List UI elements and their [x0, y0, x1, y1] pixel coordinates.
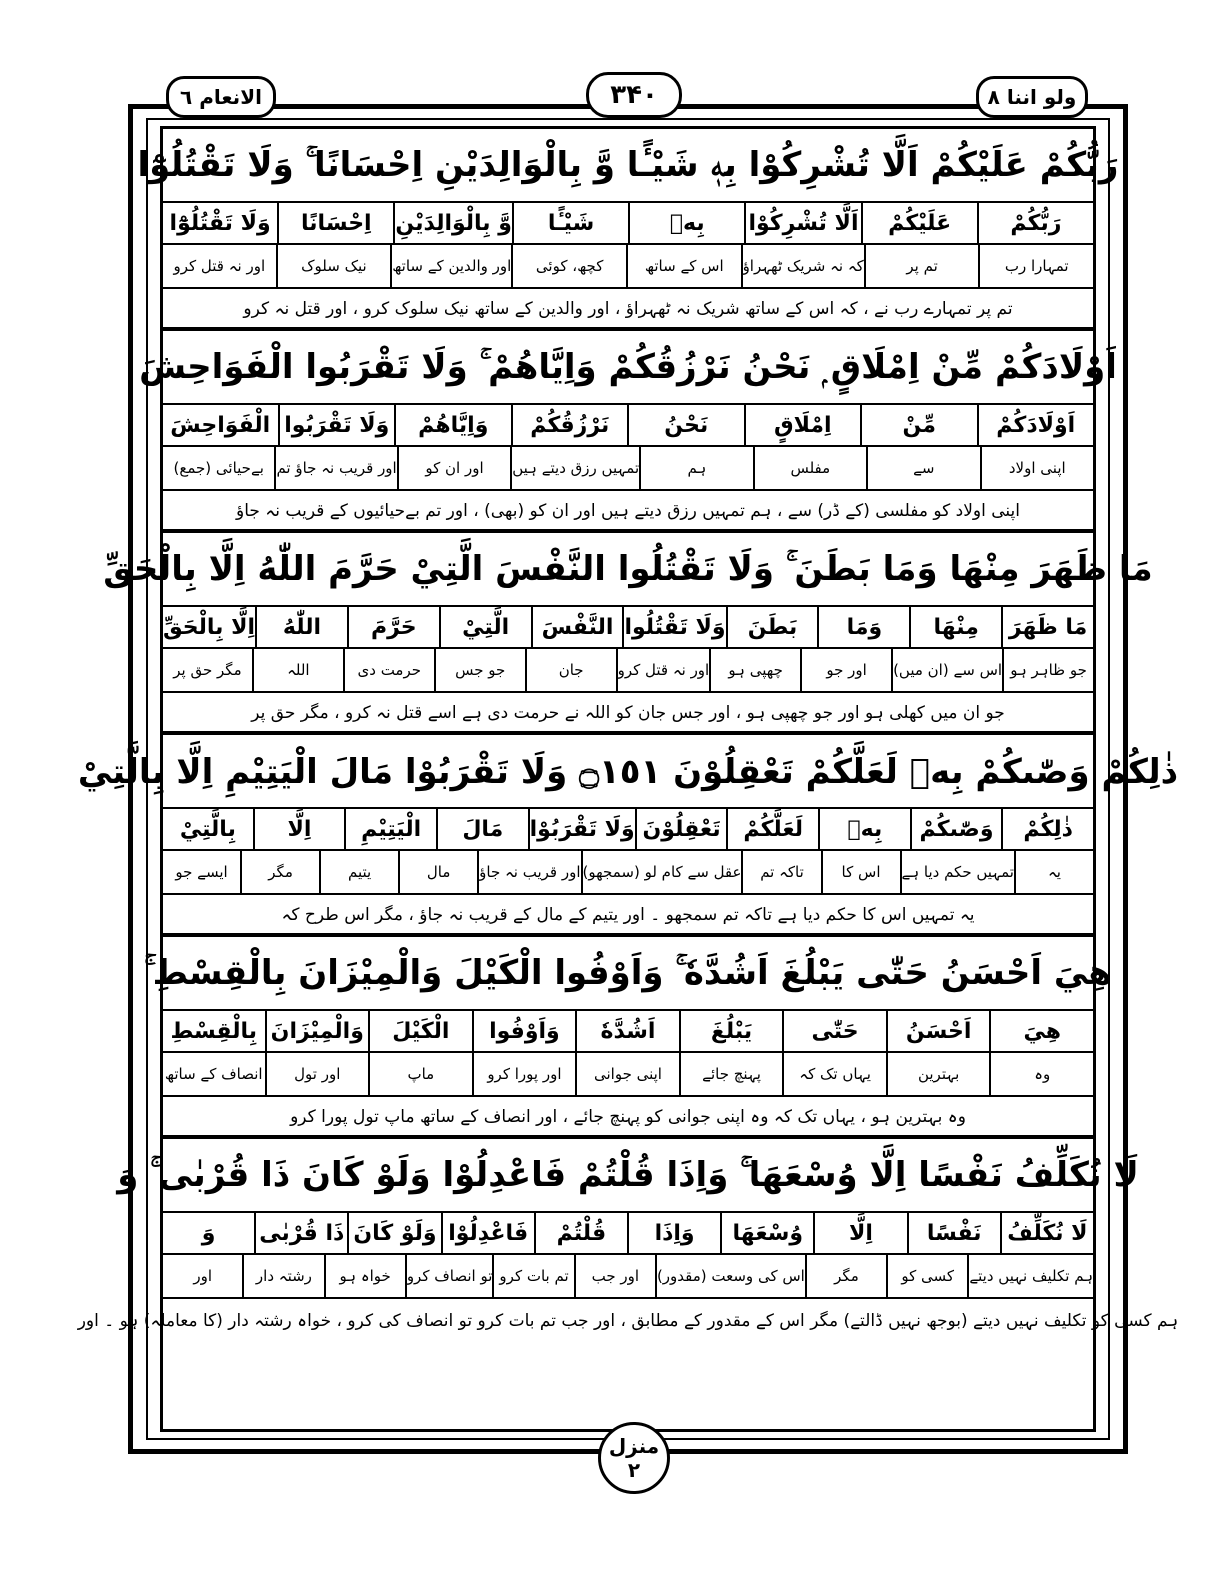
- word-cell: الَّتِيْ: [439, 607, 531, 647]
- meaning-cell: اس کے ساتھ: [626, 245, 741, 287]
- meaning-cell: ہم: [639, 447, 752, 489]
- meaning-cell: اپنی اولاد: [980, 447, 1093, 489]
- word-cell: مَالَ: [436, 809, 528, 849]
- ayah-text: هِيَ اَحْسَنُ حَتّٰى يَبْلُغَ اَشُدَّهٗ ۚ وَاَوْفُوا الْكَيْلَ وَالْمِيْزَانَ بِالْقِسْطِ ۚ: [163, 937, 1093, 1011]
- ayah-text: لَا نُكَلِّفُ نَفْسًا اِلَّا وُسْعَهَا ۚ وَاِذَا قُلْتُمْ فَاعْدِلُوْا وَلَوْ كَانَ ذَا قُرْبٰى ۚ وَ: [163, 1139, 1093, 1213]
- translation-line: اپنی اولاد کو مفلسی (کے ڈر) سے ، ہم تمہیں رزق دیتے ہیں اور ان کو (بھی) ، اور تم بےحیائیوں کے قریب نہ جاؤ: [163, 491, 1093, 533]
- meaning-cell: کچھ، کوئی: [511, 245, 626, 287]
- ayah-section: [144, 937, 1112, 1139]
- meaning-cell: اور قریب نہ جاؤ تم: [274, 447, 396, 489]
- meaning-cell: اور جو: [800, 649, 891, 691]
- meaning-cell: تو انصاف کرو: [405, 1255, 493, 1297]
- meaning-cell: جان: [525, 649, 616, 691]
- meaning-cell: بےحیائی (جمع): [173, 459, 264, 477]
- word-cell: لَا نُكَلِّفُ: [1000, 1213, 1093, 1253]
- ayah-text: مَا ظَهَرَ مِنْهَا وَمَا بَطَنَ ۚ وَلَا تَقْتُلُوا النَّفْسَ الَّتِيْ حَرَّمَ اللّٰهُ اِلَّا بِالْحَقِّ: [163, 533, 1093, 607]
- word-cell: اللّٰهُ: [255, 607, 347, 647]
- ayah-text: اَوْلَادَكُمْ مِّنْ اِمْلَاقٍ ۭ نَحْنُ نَرْزُقُكُمْ وَاِيَّاهُمْ ۚ وَلَا تَقْرَبُوا الْفَوَاحِشَ: [163, 331, 1093, 405]
- manzil-label: منزل: [608, 1434, 660, 1458]
- meaning-cell: یہاں تک کہ: [782, 1053, 886, 1095]
- meaning-row: [163, 447, 1093, 491]
- word-cell: اَوْلَادَكُمْ: [977, 405, 1094, 445]
- meaning-cell: یتیم: [319, 851, 398, 893]
- meaning-cell: کسی کو: [886, 1255, 967, 1297]
- word-row: [163, 1011, 1093, 1053]
- meaning-cell: اور پورا کرو: [472, 1053, 576, 1095]
- word-cell: اِمْلَاقٍ: [744, 405, 861, 445]
- meaning-cell: عقل سے کام لو (سمجھو): [581, 851, 742, 893]
- word-cell: اِلَّا: [813, 1213, 906, 1253]
- word-cell: حَتّٰى: [782, 1011, 886, 1051]
- word-cell: ذَا قُرْبٰى: [254, 1213, 347, 1253]
- word-cell: شَيْـًٔا: [512, 203, 628, 243]
- ayah-section: [103, 533, 1153, 735]
- meaning-cell: تم بات کرو: [492, 1255, 573, 1297]
- meaning-cell: کہ نہ شریک ٹھہراؤ: [741, 245, 864, 287]
- manzil-badge: [598, 1422, 670, 1494]
- meaning-cell: مفلس: [753, 447, 866, 489]
- meaning-cell: سے: [866, 447, 979, 489]
- meaning-cell: تاکہ تم: [741, 851, 820, 893]
- word-cell: بَطَنَ: [726, 607, 818, 647]
- meaning-cell: اس سے (ان میں): [891, 649, 1002, 691]
- word-cell: نَرْزُقُكُمْ: [511, 405, 628, 445]
- meaning-row: [163, 245, 1093, 289]
- ayah-section: [139, 331, 1117, 533]
- page-number: ۳۴۰: [586, 72, 682, 118]
- translation-line: ہم کسی کو تکلیف نہیں دیتے (بوجھ نہیں ڈالتے) مگر اس کے مقدور کے مطابق ، اور جب تم بات کرو تو انصاف کی کرو ، خواہ رشتہ دار (کا معاملہ) ہو ۔ اور: [77, 1310, 1179, 1331]
- meaning-row: [163, 649, 1093, 693]
- word-cell: نَحْنُ: [627, 405, 744, 445]
- word-cell: الْكَيْلَ: [368, 1011, 472, 1051]
- word-cell: اَشُدَّهٗ: [575, 1011, 679, 1051]
- translation-line: جو ان میں کھلی ہو اور جو چھپی ہو ، اور جس جان کو اللہ نے حرمت دی ہے اسے قتل نہ کرو ، مگر حق پر: [163, 693, 1093, 735]
- meaning-row: [163, 851, 1093, 895]
- word-cell: حَرَّمَ: [347, 607, 439, 647]
- word-cell: وَّ بِالْوَالِدَيْنِ: [393, 203, 511, 243]
- meaning-cell: اس کا: [821, 851, 900, 893]
- word-cell: الْيَتِيْمِ: [344, 809, 436, 849]
- word-cell: اَلَّا تُشْرِكُوْا: [744, 203, 860, 243]
- word-cell: وَلَا تَقْتُلُوا: [622, 607, 725, 647]
- meaning-cell: حرمت دی: [343, 649, 434, 691]
- word-cell: عَلَيْكُمْ: [861, 203, 977, 243]
- surah-name-label: الانعام ٦: [166, 76, 276, 118]
- word-cell: النَّفْسَ: [531, 607, 623, 647]
- meaning-cell: اور ان کو: [397, 447, 510, 489]
- ayah-section: [137, 129, 1119, 331]
- word-cell: رَبُّكُمْ: [977, 203, 1093, 243]
- meaning-cell: جو ظاہر ہو: [1002, 649, 1093, 691]
- word-cell: وَ: [201, 1220, 216, 1246]
- word-cell: وَمَا: [817, 607, 909, 647]
- word-cell: هِيَ: [989, 1011, 1093, 1051]
- translation-line: وہ بہترین ہو ، یہاں تک کہ وہ اپنی جوانی کو پہنچ جائے ، اور انصاف کے ساتھ ماپ تول پورا کرو: [163, 1097, 1093, 1139]
- meaning-cell: چھپی ہو: [709, 649, 800, 691]
- meaning-cell: اور والدین کے ساتھ: [390, 245, 511, 287]
- word-cell: وَلَا تَقْرَبُوْا: [528, 809, 635, 849]
- ayah-text: ذٰلِكُمْ وَصّٰىكُمْ بِهٖ لَعَلَّكُمْ تَعْقِلُوْنَ ۝١٥١ وَلَا تَقْرَبُوْا مَالَ الْيَتِيْمِ اِلَّا بِالَّتِيْ: [163, 735, 1093, 809]
- word-cell: بِهٖ: [818, 809, 910, 849]
- meaning-row: [163, 1053, 1093, 1097]
- meaning-cell: مگر: [805, 1255, 886, 1297]
- meaning-cell: مگر: [240, 851, 319, 893]
- word-cell: بِهٖ: [628, 203, 744, 243]
- word-row: [163, 1213, 1093, 1255]
- word-cell: قُلْتُمْ: [534, 1213, 627, 1253]
- word-cell: وَلَوْ كَانَ: [347, 1213, 440, 1253]
- meaning-cell: اور قریب نہ جاؤ: [477, 851, 580, 893]
- ayah-section: [77, 1139, 1179, 1341]
- word-cell: نَفْسًا: [907, 1213, 1000, 1253]
- word-cell: اَحْسَنُ: [886, 1011, 990, 1051]
- meaning-cell: اور نہ قتل کرو: [173, 257, 266, 275]
- meaning-row: [163, 1255, 1093, 1299]
- meaning-cell: نیک سلوک: [276, 245, 391, 287]
- meaning-cell: تمہارا رب: [978, 245, 1093, 287]
- word-row: [163, 607, 1093, 649]
- word-row: [163, 809, 1093, 851]
- word-cell: وَاَوْفُوا: [472, 1011, 576, 1051]
- word-cell: يَبْلُغَ: [679, 1011, 783, 1051]
- meaning-cell: تمہیں رزق دیتے ہیں: [510, 447, 639, 489]
- word-cell: مَا ظَهَرَ: [1001, 607, 1093, 647]
- word-cell: وُسْعَهَا: [720, 1213, 813, 1253]
- meaning-cell: مگر حق پر: [173, 661, 242, 679]
- meaning-cell: خواہ ہو: [324, 1255, 405, 1297]
- word-cell: وَصّٰىكُمْ: [910, 809, 1002, 849]
- meaning-cell: وہ: [989, 1053, 1093, 1095]
- meaning-cell: اور: [193, 1267, 212, 1285]
- word-cell: مِنْهَا: [909, 607, 1001, 647]
- meaning-cell: ایسے جو: [175, 863, 228, 881]
- word-row: [163, 405, 1093, 447]
- meaning-cell: اپنی جوانی: [575, 1053, 679, 1095]
- word-cell: اِلَّا: [253, 809, 345, 849]
- word-cell: وَاِذَا: [627, 1213, 720, 1253]
- meaning-cell: جو جس: [434, 649, 525, 691]
- meaning-cell: اور جب: [574, 1255, 655, 1297]
- meaning-cell: تم پر: [864, 245, 979, 287]
- meaning-cell: انصاف کے ساتھ: [164, 1065, 263, 1083]
- word-cell: اِحْسَانًا: [277, 203, 393, 243]
- meaning-cell: اللہ: [252, 649, 343, 691]
- word-cell: مِّنْ: [860, 405, 977, 445]
- meaning-cell: بہترین: [886, 1053, 990, 1095]
- manzil-number: ۲: [627, 1458, 641, 1482]
- meaning-cell: رشتہ دار: [242, 1255, 323, 1297]
- word-cell: ذٰلِكُمْ: [1001, 809, 1093, 849]
- meaning-cell: مال: [398, 851, 477, 893]
- meaning-cell: تمہیں حکم دیا ہے: [900, 851, 1014, 893]
- ayah-section: [77, 735, 1179, 937]
- translation-line: یہ تمہیں اس کا حکم دیا ہے تاکہ تم سمجھو ۔ اور یتیم کے مال کے قریب نہ جاؤ ، مگر اس طرح کہ: [163, 895, 1093, 937]
- word-cell: وَلَا تَقْتُلُوْٓا: [169, 210, 271, 236]
- meaning-cell: اور تول: [265, 1053, 369, 1095]
- word-cell: فَاعْدِلُوْا: [441, 1213, 534, 1253]
- meaning-cell: ماپ: [368, 1053, 472, 1095]
- para-name-label: ولو اننا ٨: [976, 76, 1088, 118]
- word-cell: اِلَّا بِالْحَقِّ: [162, 614, 256, 640]
- word-cell: وَلَا تَقْرَبُوا: [278, 405, 395, 445]
- meaning-cell: اس کی وسعت (مقدور): [655, 1255, 805, 1297]
- meaning-cell: اور نہ قتل کرو: [616, 649, 710, 691]
- ayah-text: رَبُّكُمْ عَلَيْكُمْ اَلَّا تُشْرِكُوْا بِهٖ شَيْـًٔا وَّ بِالْوَالِدَيْنِ اِحْسَانًا ۚ وَلَا تَقْتُلُوْٓا: [163, 129, 1093, 203]
- word-cell: وَالْمِيْزَانَ: [265, 1011, 369, 1051]
- meaning-cell: ہم تکلیف نہیں دیتے: [967, 1255, 1093, 1297]
- page-content: [77, 129, 1179, 1429]
- word-cell: بِالَّتِيْ: [179, 816, 236, 842]
- word-cell: بِالْقِسْطِ: [170, 1018, 257, 1044]
- word-cell: الْفَوَاحِشَ: [170, 412, 271, 438]
- word-cell: وَاِيَّاهُمْ: [394, 405, 511, 445]
- meaning-cell: یہ: [1014, 851, 1093, 893]
- translation-line: تم پر تمہارے رب نے ، کہ اس کے ساتھ شریک نہ ٹھہراؤ ، اور والدین کے ساتھ نیک سلوک کرو ، اور قتل نہ کرو: [163, 289, 1093, 331]
- word-cell: تَعْقِلُوْنَ: [635, 809, 727, 849]
- word-row: [163, 203, 1093, 245]
- word-cell: لَعَلَّكُمْ: [726, 809, 818, 849]
- meaning-cell: پہنچ جائے: [679, 1053, 783, 1095]
